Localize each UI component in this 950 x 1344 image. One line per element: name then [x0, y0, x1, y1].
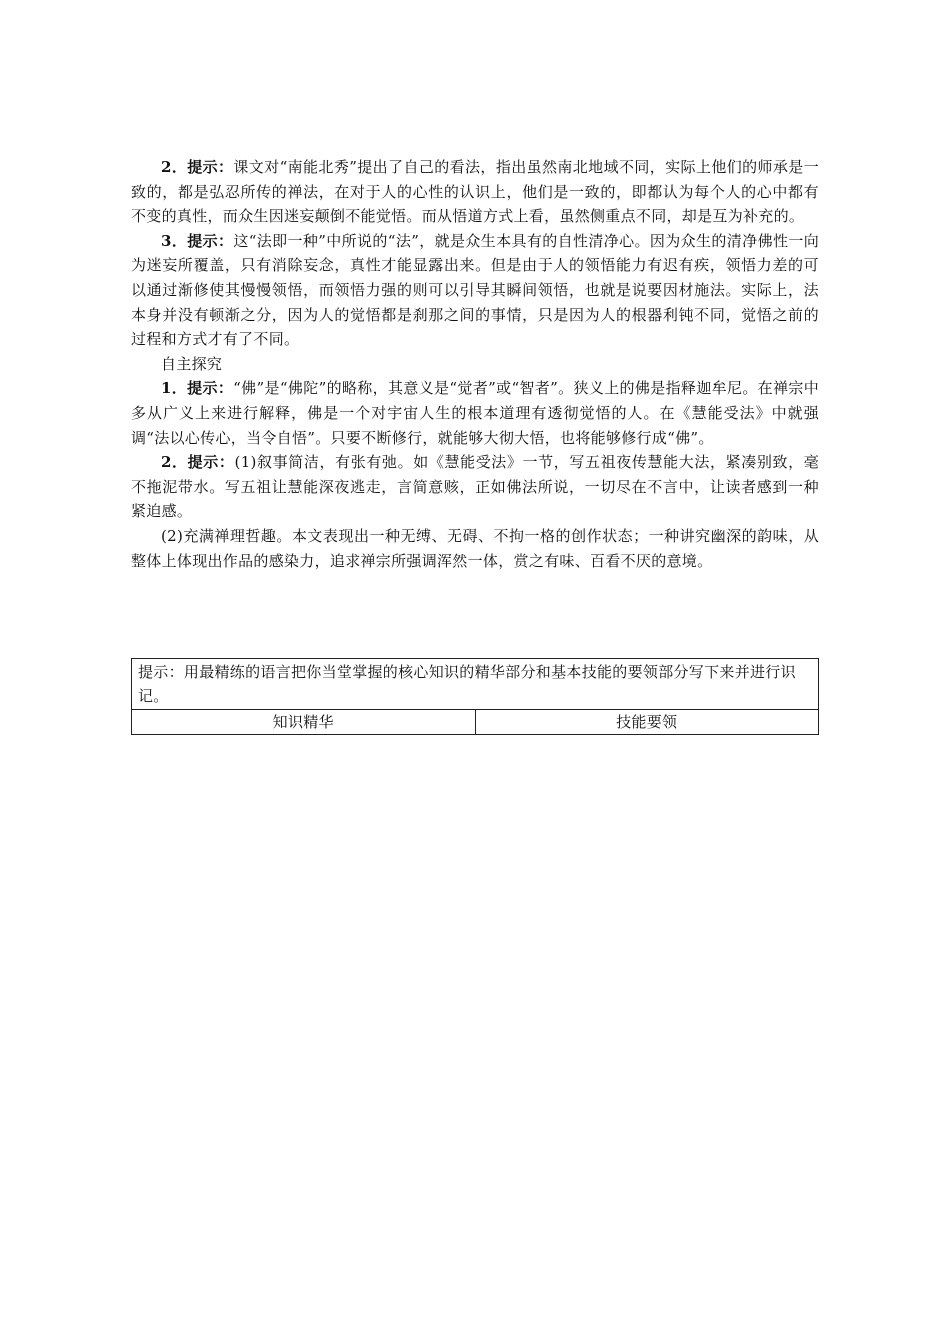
summary-prompt-row	[132, 659, 819, 710]
answer-paragraph-3	[131, 229, 819, 352]
summary-prompt: 提示：用最精练的语言把你当堂掌握的核心知识的精华部分和基本技能的要领部分写下来并进行识记。	[132, 659, 819, 710]
inquiry-paragraph-3	[131, 524, 819, 573]
hint-label: 1．提示：	[161, 379, 234, 398]
knowledge-column-header: 知识精华	[132, 710, 476, 735]
skills-column-header: 技能要领	[475, 710, 819, 735]
hint-label: 3．提示：	[161, 231, 234, 250]
summary-table	[131, 658, 819, 735]
hint-label: 2．提示：	[161, 158, 234, 176]
inquiry-text: “佛”是“佛陀”的略称，其意义是“觉者”或“智者”。狭义上的佛是指释迦牟尼。在禅宗中多从广义上来进行解释，佛是一个对宇宙人生的根本道理有透彻觉悟的人。在《慧能受法》中就强调“法以心传心，当令自悟”。只要不断修行，就能够大彻大悟，也将能够修行成“佛”。	[131, 379, 820, 447]
document-body	[131, 155, 819, 573]
inquiry-text: (2)充满禅理哲趣。本文表现出一种无缚、无碍、不拘一格的创作状态；一种讲究幽深的韵味，从整体上体现出作品的感染力，追求禅宗所强调浑然一体，赏之有味、百看不厌的意境。	[131, 526, 819, 570]
inquiry-paragraph-2	[131, 450, 819, 524]
answer-text: 课文对“南能北秀”提出了自己的看法，指出虽然南北地域不同，实际上他们的师承是一致的，都是弘忍所传的禅法，在对于人的心性的认识上，他们是一致的，即都认为每个人的心中都有不变的真性，而众生因迷妄颠倒不能觉悟。而从悟道方式上看，虽然侧重点不同，却是互为补充的。	[131, 158, 819, 226]
hint-label: 2．提示：	[161, 453, 235, 472]
summary-header-row	[132, 710, 819, 735]
answer-paragraph-2	[131, 155, 819, 229]
inquiry-paragraph-1	[131, 376, 819, 450]
answer-text: 这“法即一种”中所说的“法”，就是众生本具有的自性清净心。因为众生的清净佛性一向为迷妄所覆盖，只有消除妄念，真性才能显露出来。但是由于人的领悟能力有迟有疾，领悟力差的可以通过渐修使其慢慢领悟，而领悟力强的则可以引导其瞬间领悟，也就是说要因材施法。实际上，法本身并没有顿渐之分，因为人的觉悟都是刹那之间的事情，只是因为人的根器利钝不同，觉悟之前的过程和方式才有了不同。	[131, 231, 819, 349]
inquiry-text: (1)叙事简洁，有张有弛。如《慧能受法》一节，写五祖夜传慧能大法，紧凑别致，毫不拖泥带水。写五祖让慧能深夜逃走，言简意赅，正如佛法所说，一切尽在不言中，让读者感到一种紧迫感。	[131, 453, 820, 521]
section-heading: 自主探究	[161, 354, 223, 373]
